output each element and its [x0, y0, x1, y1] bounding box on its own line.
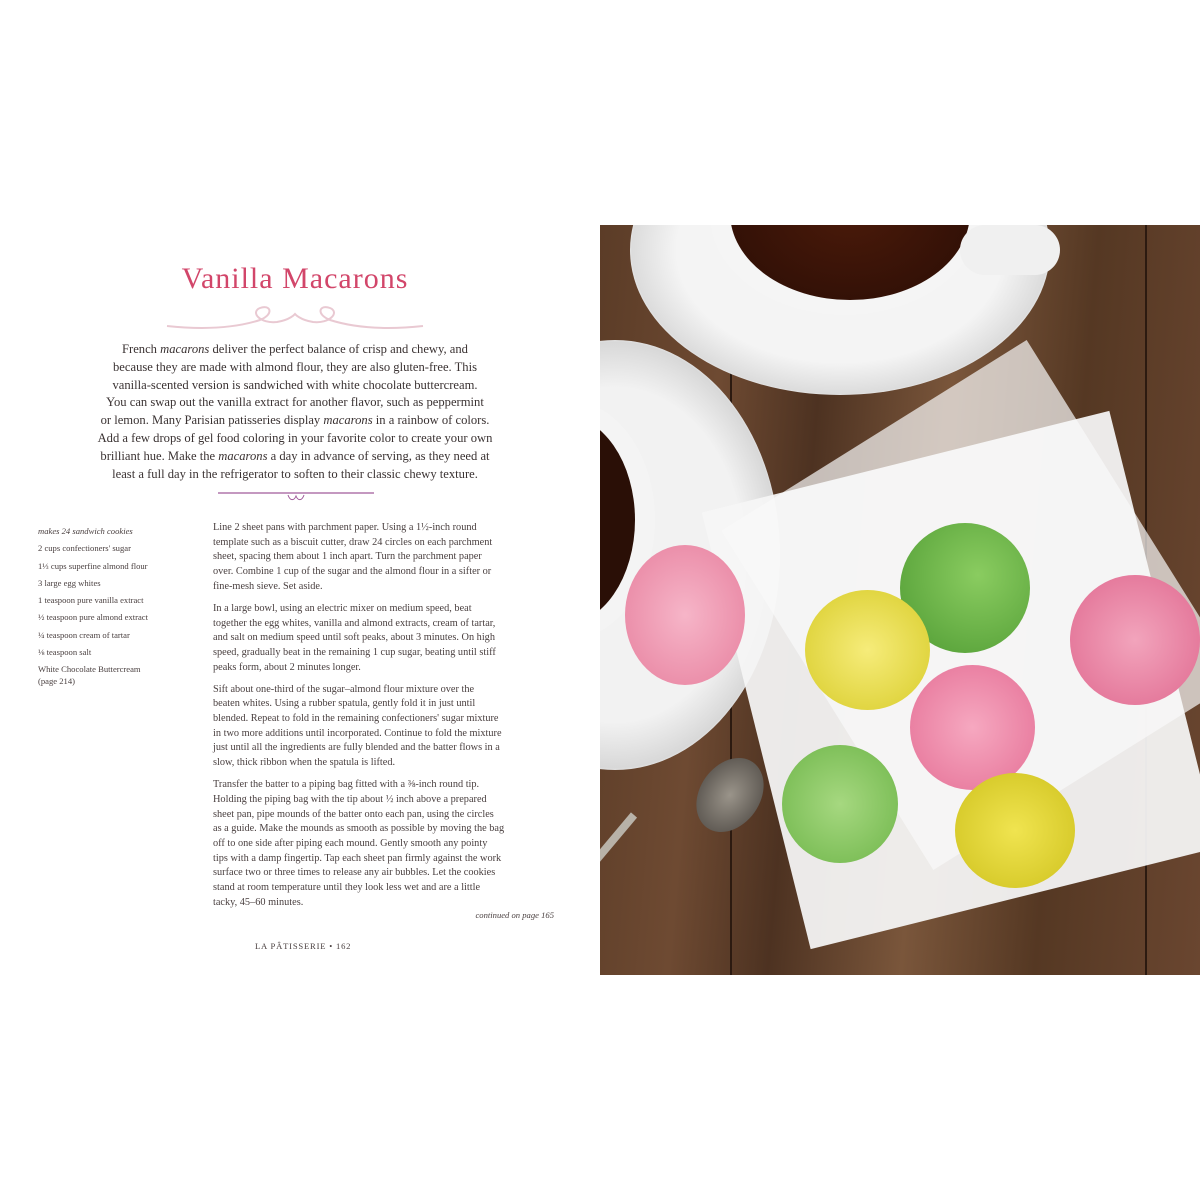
method-line: blended. Repeat to fold in the remaining confectioners' sugar mixture: [213, 713, 499, 725]
macaron-yellow: [805, 590, 930, 710]
intro-text: a day in advance of serving, as they need at: [267, 448, 490, 463]
intro-text: macarons: [160, 342, 210, 356]
macaron-pink: [910, 665, 1035, 790]
intro-line: [60, 466, 530, 484]
method-line: and salt on medium speed until soft peaks, about 3 minutes. On high: [213, 632, 495, 644]
method-line: Holding the piping bag with the tip about ½ inch above a prepared: [213, 793, 487, 805]
intro-line: [60, 377, 530, 395]
method-line: Sift about one-third of the sugar–almond flour mixture over the: [213, 683, 475, 695]
ingredient-item: 1⅓ cups superfine almond flour: [38, 560, 148, 571]
method-line: In a large bowl, using an electric mixer on medium speed, beat: [213, 602, 472, 614]
method-line: just until all the ingredients are fully blended and the batter flows in a: [213, 742, 500, 754]
intro-text: or lemon. Many Parisian patisseries display: [100, 413, 324, 428]
ingredient-item: ⅛ teaspoon salt: [38, 647, 92, 658]
intro-line: [60, 394, 530, 412]
method-line: stand at room temperature until they look less wet and are a little: [213, 882, 481, 894]
recipe-title: Vanilla Macarons: [181, 262, 409, 295]
ingredient-item: 1 teaspoon pure vanilla extract: [38, 595, 144, 606]
method-line: Transfer the batter to a piping bag fitted with a ⅜-inch round tip.: [213, 779, 480, 791]
flourish-ornament: [165, 300, 425, 334]
method-line: beaten whites. Using a rubber spatula, gently fold it in just until: [213, 698, 476, 710]
yield-text: makes 24 sandwich cookies: [38, 526, 133, 536]
method-line: template such as a biscuit cutter, draw 24 circles on each parchment: [213, 536, 493, 548]
macaron-yellow: [955, 773, 1075, 888]
method-paragraph: [213, 683, 504, 771]
macaron-pink: [1070, 575, 1200, 705]
page-footer: LA PÂTISSERIE • 162: [255, 941, 352, 951]
intro-text: You can swap out the vanilla extract for another flavor, such as peppermint: [106, 395, 484, 410]
method-line: in two more additions until incorporated. Continue to fold the mixture: [213, 727, 502, 739]
method-line: sheet pan, pipe mounds of the batter onto each pan, using the circles: [213, 808, 494, 820]
method-steps: [213, 521, 504, 918]
method-line: surface two or three times to release any air bubbles. Let the cookies: [213, 867, 496, 879]
intro-text: least a full day in the refrigerator to soften to their classic chewy texture.: [112, 466, 478, 481]
method-line: slow, thick ribbon when the spatula is lifted.: [213, 757, 396, 769]
method-line: peaks form, about 2 minutes longer.: [213, 661, 361, 673]
ingredient-item: 3 large egg whites: [38, 577, 101, 588]
macaron-green: [782, 745, 898, 863]
method-line: tips with a damp fingertip. Tap each sheet pan firmly against the work: [213, 852, 502, 864]
macaron-pink-bitten: [625, 545, 745, 685]
intro-text: vanilla-scented version is sandwiched with white chocolate buttercream.: [112, 377, 478, 392]
ingredient-item: [38, 664, 148, 687]
macarons-photo: [600, 225, 1200, 975]
ingredient-item: ¼ teaspoon cream of tartar: [38, 629, 130, 640]
method-line: together the egg whites, vanilla and almond extracts, cream of tartar,: [213, 617, 496, 629]
ingredient-line: (page 214): [38, 675, 75, 686]
intro-line: [60, 412, 530, 430]
intro-text: French: [122, 342, 161, 356]
ingredient-item: ½ teaspoon pure almond extract: [38, 612, 149, 623]
method-line: sheet, spacing them about 1 inch apart. Turn the parchment paper: [213, 551, 482, 563]
intro-text: because they are made with almond flour, they are also gluten-free. This: [113, 359, 477, 374]
intro-text: Add a few drops of gel food coloring in your favorite color to create your own: [97, 430, 493, 445]
intro-text: in a rainbow of colors.: [372, 413, 490, 428]
method-paragraph: [213, 602, 504, 676]
ingredients-list: [38, 523, 148, 687]
intro-paragraph: [60, 341, 530, 483]
method-line: over. Combine 1 cup of the sugar and the almond flour in a sifter or: [213, 566, 492, 578]
intro-text: macarons: [323, 413, 373, 428]
intro-line: [60, 448, 530, 466]
method-line: as a guide. Make the mounds as smooth as possible by moving the bag: [213, 823, 505, 835]
method-line: tacky, 45–60 minutes.: [213, 896, 304, 908]
intro-text: deliver the perfect balance of crisp and chewy, and: [209, 342, 468, 356]
method-paragraph: [213, 778, 504, 910]
intro-text: brilliant hue. Make the: [100, 448, 219, 463]
continued-note: continued on page 165: [475, 910, 554, 920]
intro-line: [60, 430, 530, 448]
ingredient-item: 2 cups confectioners' sugar: [38, 543, 131, 554]
method-line: off to one side after piping each mound. Gently smooth any pointy: [213, 837, 488, 849]
method-paragraph: [213, 521, 504, 595]
intro-text: macarons: [218, 448, 268, 463]
intro-line: [60, 341, 530, 359]
method-line: speed, gradually beat in the remaining 1 cup sugar, beating until stiff: [213, 646, 496, 658]
method-line: Line 2 sheet pans with parchment paper. Using a 1½-inch round: [213, 522, 477, 533]
ingredient-line: White Chocolate Buttercream: [38, 664, 141, 675]
method-line: fine-mesh sieve. Set aside.: [213, 580, 323, 592]
divider-ornament: [218, 488, 374, 504]
intro-line: [60, 359, 530, 377]
